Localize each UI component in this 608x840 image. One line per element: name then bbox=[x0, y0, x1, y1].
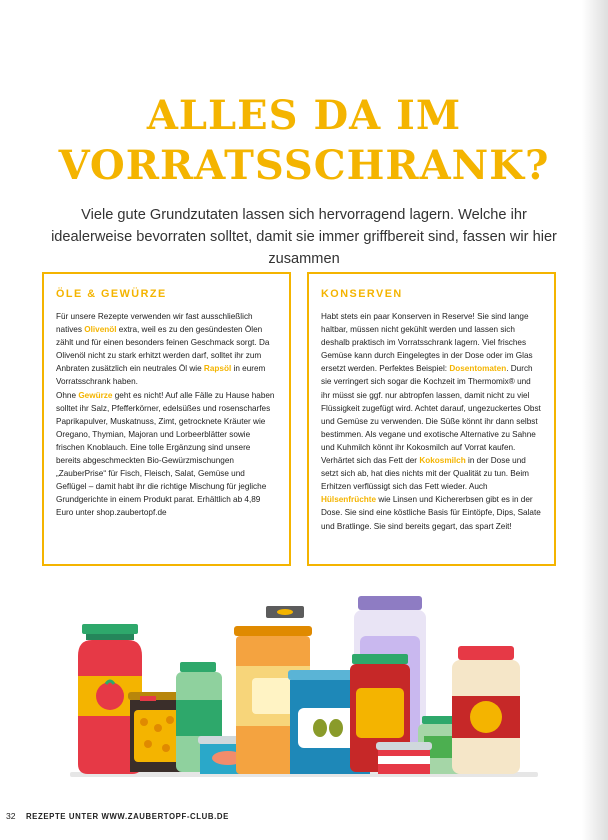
canned-paragraph: Habt stets ein paar Konserven in Reserve! Sie sind lange haltbar, müssen nicht gekühlt werden und lassen sich deshalb praktisch im Vorratsschrank lagern. Viel frisches Gemüse kann durch Eingelegtes in der Dose oder im Glas ersetzt werden. Perfektes Beispiel: Dosentomaten. Durch sie verringert sich sogar die Kochzeit im Thermomix® und ihr müsst sie ggf. nur abtropfen lassen, damit nicht zu viel Flüssigkeit zugefügt wird. Achtet darauf, ungezuckertes Obst und Gemüse zu verwenden. Die Süße könnt ihr dann selbst bestimmen. Als vegane und exotische Alternative zu Sahne und Kuhmilch könnt ihr Kokosmilch auf Vorrat kaufen. Verhärtet sich das Fett der Kokosmilch in der Dose und setzt sich ab, hat dies nichts mit der Qualität zu tun. Beim Erhitzen verflüssigt sich das Fett wieder. Auch Hülsenfrüchte wie Linsen und Kichererbsen gibt es in der Dose. Sie sind eine köstliche Basis für Eintöpfe, Dips, Salate und Bratlinge. Sie sind bereits gegart, das spart Zeit! bbox=[321, 312, 541, 531]
intro-subtitle: Viele gute Grundzutaten lassen sich hervorragend lagern. Welche ihr idealerweise bevorraten solltet, damit sie immer griffbereit sind, fassen wir hier zusammen bbox=[51, 207, 557, 267]
highlight-gewuerze: Gewürze bbox=[78, 390, 113, 400]
page-footer bbox=[6, 811, 229, 821]
canned-goods-box bbox=[307, 272, 556, 566]
highlight-dosentomaten: Dosentomaten bbox=[449, 364, 507, 374]
highlight-kokosmilch: Kokosmilch bbox=[419, 456, 466, 466]
title-line-1: ALLES DA IM bbox=[146, 92, 462, 139]
pantry-jars-illustration bbox=[62, 596, 546, 781]
highlight-huelsenfruechte: Hülsenfrüchte bbox=[321, 495, 377, 505]
oils-spices-heading: ÖLE & GEWÜRZE bbox=[56, 288, 167, 300]
footer-website: REZEPTE UNTER WWW.ZAUBERTOPF-CLUB.DE bbox=[25, 812, 229, 821]
small-can-icon bbox=[376, 742, 432, 774]
oils-spices-box bbox=[42, 272, 291, 566]
highlight-olivenoel: Olivenöl bbox=[84, 325, 117, 335]
title-line-2: VORRATSSCHRANK? bbox=[58, 142, 550, 189]
canned-goods-heading: KONSERVEN bbox=[321, 288, 403, 300]
oils-paragraph: Für unsere Rezepte verwenden wir fast ausschließlich natives Olivenöl extra, weil es zu den gesündesten Ölen zählt und für einen besonders feinen Geschmack sorgt. Da Olivenöl nicht zu stark erhitzt werden darf, solltet ihr zum Anbraten zusätzlich ein neutrales Öl wie Rapsöl in eurem Vorratsschrank haben. bbox=[56, 312, 270, 387]
highlight-rapsoel: Rapsöl bbox=[203, 364, 232, 374]
cream-jar-icon bbox=[452, 646, 520, 774]
page-number: 32 bbox=[6, 811, 16, 821]
spices-paragraph: Ohne Gewürze geht es nicht! Auf alle Fälle zu Hause haben solltet ihr Salz, Pfefferkörner, edelsüßes und rosenscharfes Paprikapulver, Muskatnuss, Zimt, getrocknete Kräuter wie Oregano, Thymian, Majoran und Lorbeerblätter sowie frischen Knoblauch. Eine tolle Ergänzung sind unsere bereits abgeschmeckten Bio-Gewürzmischungen „ZauberPrise“ für Fisch, Fleisch, Salat, Gemüse und Geflügel – damit habt ihr die richtige Mischung für jegliche Grundgerichte in einem Produkt parat. Erhältlich ab 4,89 Euro unter shop.zaubertopf.de bbox=[56, 390, 275, 518]
